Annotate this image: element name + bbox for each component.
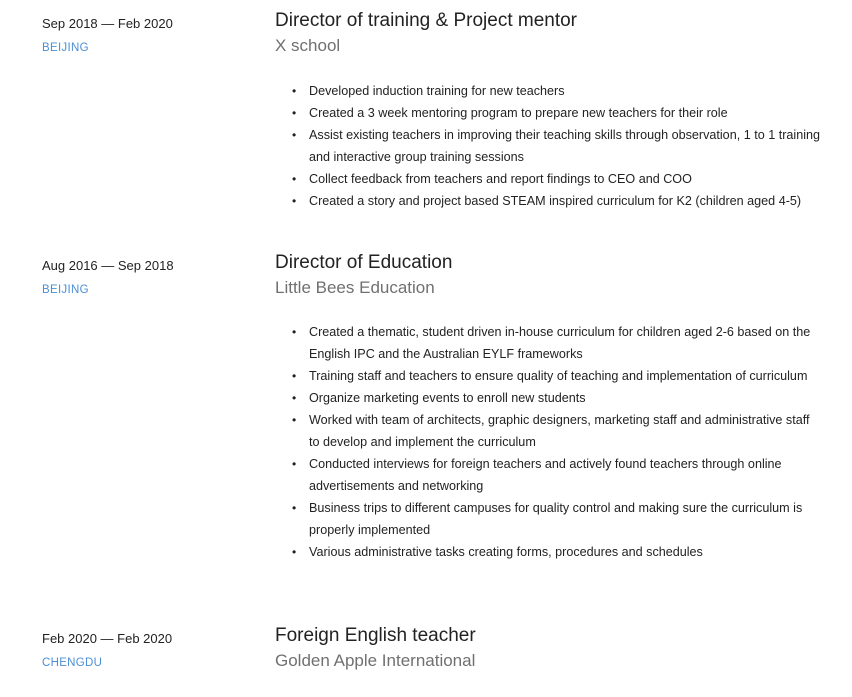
bullet-icon: • (292, 391, 297, 405)
bullet-item (292, 497, 822, 541)
bullet-text: Worked with team of architects, graphic designers, marketing staff and administrative staff to develop and implement the curriculum (309, 413, 810, 449)
entry-location: BEIJING (42, 284, 89, 296)
bullet-item (292, 387, 822, 409)
bullet-item (292, 102, 822, 124)
bullet-icon: • (292, 172, 297, 186)
bullet-icon: • (292, 325, 297, 339)
bullet-icon: • (292, 194, 297, 208)
bullet-item (292, 453, 822, 497)
entry-organization: Little Bees Education (275, 278, 435, 297)
bullet-text: Various administrative tasks creating forms, procedures and schedules (309, 545, 703, 559)
bullet-item (292, 124, 822, 168)
bullet-text: Created a story and project based STEAM inspired curriculum for K2 (children aged 4-5) (309, 194, 802, 208)
bullet-item (292, 365, 822, 387)
bullet-text: Business trips to different campuses for quality control and making sure the curriculum is properly implemented (309, 501, 803, 537)
bullet-text: Collect feedback from teachers and report findings to CEO and COO (309, 172, 692, 186)
bullet-icon: • (292, 501, 297, 515)
entry-dates: Feb 2020 — Feb 2020 (42, 631, 173, 646)
bullet-item (292, 409, 822, 453)
bullet-text: Training staff and teachers to ensure quality of teaching and implementation of curriculum (309, 369, 808, 383)
entry-bullet-list (292, 321, 822, 563)
entry-location: BEIJING (42, 42, 89, 54)
bullet-text: Developed induction training for new teachers (309, 84, 565, 98)
bullet-text: Conducted interviews for foreign teachers and actively found teachers through online advertisements and networking (309, 457, 782, 493)
bullet-icon: • (292, 413, 297, 427)
entry-dates: Sep 2018 — Feb 2020 (42, 16, 173, 31)
entry-bullet-list (292, 80, 822, 212)
bullet-icon: • (292, 545, 297, 559)
bullet-text: Organize marketing events to enroll new students (309, 391, 586, 405)
entry-location: CHENGDU (42, 657, 103, 669)
bullet-text: Created a 3 week mentoring program to prepare new teachers for their role (309, 106, 728, 120)
bullet-item (292, 190, 822, 212)
bullet-item (292, 80, 822, 102)
entry-job-title: Foreign English teacher (275, 625, 476, 646)
bullet-item (292, 541, 822, 563)
bullet-text: Created a thematic, student driven in-house curriculum for children aged 2-6 based on the English IPC and the Australian EYLF frameworks (309, 325, 811, 361)
bullet-icon: • (292, 457, 297, 471)
entry-job-title: Director of training & Project mentor (275, 10, 578, 31)
bullet-icon: • (292, 369, 297, 383)
bullet-icon: • (292, 106, 297, 120)
entry-organization: Golden Apple International (275, 651, 476, 670)
bullet-text: Assist existing teachers in improving their teaching skills through observation, 1 to 1 training and interactive group training sessions (309, 128, 821, 164)
bullet-item (292, 321, 822, 365)
bullet-item (292, 168, 822, 190)
entry-dates: Aug 2016 — Sep 2018 (42, 258, 174, 273)
entry-job-title: Director of Education (275, 252, 453, 273)
bullet-icon: • (292, 128, 297, 142)
bullet-icon: • (292, 84, 297, 98)
entry-organization: X school (275, 36, 341, 55)
